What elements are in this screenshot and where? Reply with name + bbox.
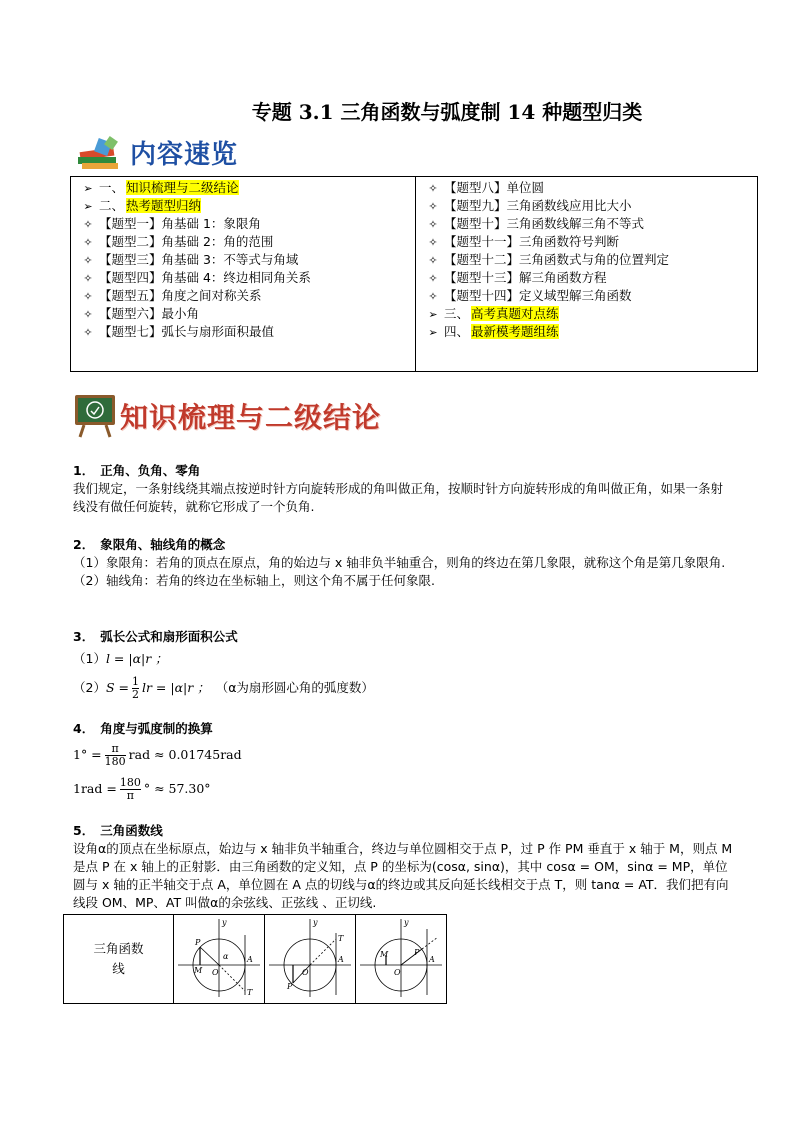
toc-item-label: 【题型十】三角函数线解三角不等式 xyxy=(444,216,645,231)
toc-item-label: 高考真题对点练 xyxy=(471,306,559,321)
formula-label: （2） xyxy=(73,680,106,695)
section-title: 弧长公式和扇形面积公式 xyxy=(100,629,238,644)
degree-to-radian xyxy=(73,738,733,772)
arrow-bullet-icon: ➢ xyxy=(83,182,93,195)
toc-item-label: 【题型五】角度之间对称关系 xyxy=(99,288,262,303)
star-bullet-icon: ✧ xyxy=(83,272,93,285)
star-bullet-icon: ✧ xyxy=(428,218,438,231)
formula-lhs: 1rad = xyxy=(73,781,117,796)
star-bullet-icon: ✧ xyxy=(83,308,93,321)
toc-item-label: 【题型十三】解三角函数方程 xyxy=(444,270,607,285)
svg-text:M: M xyxy=(380,950,389,959)
toc-item-label: 【题型四】角基础 4：终边相同角关系 xyxy=(99,270,311,285)
section-title: 角度与弧度制的换算 xyxy=(100,721,213,736)
toc-item-label: 【题型八】单位圆 xyxy=(444,180,545,195)
section-number: 5． xyxy=(73,823,95,838)
section-5 xyxy=(73,822,733,912)
formula-rest: ° ≈ 57.30° xyxy=(143,781,211,796)
star-bullet-icon: ✧ xyxy=(428,290,438,303)
toc-item-number: 四、 xyxy=(444,324,470,339)
knowledge-banner xyxy=(74,394,381,438)
fraction: $\frac{\pi}{180}$ xyxy=(104,741,126,768)
toc-item-label: 【题型六】最小角 xyxy=(99,306,200,321)
star-bullet-icon: ✧ xyxy=(83,236,93,249)
toc-item xyxy=(422,323,751,341)
overview-banner xyxy=(76,134,238,171)
section-1 xyxy=(73,462,733,516)
formula: l = |α|r ； xyxy=(105,651,168,666)
toc-item-label: 【题型一】角基础 1：象限角 xyxy=(99,216,261,231)
toc-item xyxy=(422,251,751,269)
svg-text:P: P xyxy=(195,938,201,947)
svg-text:T: T xyxy=(338,934,344,943)
svg-text:A: A xyxy=(429,955,435,964)
section-3 xyxy=(73,628,733,704)
toc-item xyxy=(422,269,751,287)
section-number: 2． xyxy=(73,537,95,552)
toc-item xyxy=(77,215,409,233)
sector-area-formula xyxy=(73,672,733,704)
trig-lines-label: 三角函数线 xyxy=(64,915,174,1004)
books-icon xyxy=(76,136,122,170)
star-bullet-icon: ✧ xyxy=(83,326,93,339)
arrow-bullet-icon: ➢ xyxy=(83,200,93,213)
toc-item xyxy=(422,305,751,323)
svg-text:y: y xyxy=(404,918,409,927)
star-bullet-icon: ✧ xyxy=(83,290,93,303)
toc-item xyxy=(77,305,409,323)
toc-item xyxy=(77,233,409,251)
svg-text:y: y xyxy=(313,918,318,927)
svg-text:T: T xyxy=(247,988,253,997)
toc-item xyxy=(77,287,409,305)
section-body: 我们规定，一条射线绕其端点按逆时针方向旋转形成的角叫做正角，按顺时针方向旋转形成的角叫做正角，如果一条射线没有做任何旋转，就称它形成了一个负角. xyxy=(73,481,724,514)
formula-rest: rad ≈ 0.01745rad xyxy=(128,747,242,762)
star-bullet-icon: ✧ xyxy=(428,254,438,267)
toc-item-label: 知识梳理与二级结论 xyxy=(126,180,239,195)
star-bullet-icon: ✧ xyxy=(83,254,93,267)
section-title: 正角、负角、零角 xyxy=(100,463,201,478)
svg-text:O: O xyxy=(394,968,401,977)
toc-item xyxy=(422,197,751,215)
star-bullet-icon: ✧ xyxy=(83,218,93,231)
toc-item-label: 【题型二】角基础 2：角的范围 xyxy=(99,234,274,249)
svg-text:P: P xyxy=(414,948,420,957)
section-number: 4． xyxy=(73,721,95,736)
svg-text:P: P xyxy=(287,982,293,991)
svg-text:O: O xyxy=(212,968,219,977)
svg-text:α: α xyxy=(223,952,229,961)
toc-item xyxy=(77,323,409,341)
blackboard-icon xyxy=(74,394,116,438)
svg-text:O: O xyxy=(302,968,309,977)
section-2 xyxy=(73,536,733,590)
section-body: 设角α的顶点在坐标原点，始边与 x 轴非负半轴重合，终边与单位圆相交于点 P，过 P 作 PM 垂直于 x 轴于 M，则点 M 是点 P 在 x 轴上的正射影．由三角函数的定义知，点 P 的坐标为(cosα, sinα)，其中 cosα = OM，sinα = MP，单位圆与 x 轴的正半轴交于点 A，单位圆在 A 点的切线与α的终边或其反向延长线相交于点 T，则 tanα = AT．我们把有向线段 OM、MP、AT 叫做α的余弦线、正弦线 、正切线. xyxy=(73,841,733,910)
toc-item xyxy=(422,287,751,305)
formula-lhs: S = xyxy=(105,680,129,695)
knowledge-heading: 知识梳理与二级结论 xyxy=(120,401,382,434)
toc-right-column xyxy=(416,177,758,372)
toc-item xyxy=(77,269,409,287)
section-line: （1）象限角：若角的顶点在原点，角的始边与 x 轴非负半轴重合，则角的终边在第几象限，就称这个角是第几象限角. xyxy=(73,555,726,570)
svg-text:A: A xyxy=(247,955,253,964)
trig-figure-1 xyxy=(174,915,265,1004)
section-title: 三角函数线 xyxy=(100,823,163,838)
arc-length-formula xyxy=(73,646,733,672)
toc-item xyxy=(77,179,409,197)
section-title: 象限角、轴线角的概念 xyxy=(100,537,226,552)
formula-label: （1） xyxy=(73,651,106,666)
toc-item-label: 【题型三】角基础 3：不等式与角域 xyxy=(99,252,299,267)
overview-heading: 内容速览 xyxy=(130,140,239,170)
toc-item-label: 【题型九】三角函数线应用比大小 xyxy=(444,198,632,213)
star-bullet-icon: ✧ xyxy=(428,200,438,213)
section-line: （2）轴线角：若角的终边在坐标轴上，则这个角不属于任何象限. xyxy=(73,573,435,588)
star-bullet-icon: ✧ xyxy=(428,236,438,249)
toc-item xyxy=(77,251,409,269)
section-number: 3． xyxy=(73,629,95,644)
arrow-bullet-icon: ➢ xyxy=(428,308,438,321)
radian-to-degree xyxy=(73,772,733,806)
arrow-bullet-icon: ➢ xyxy=(428,326,438,339)
toc-item-label: 最新模考题组练 xyxy=(471,324,559,339)
trig-figure-2 xyxy=(265,915,356,1004)
toc-item-number: 一、 xyxy=(99,180,125,195)
toc-item-label: 热考题型归纳 xyxy=(126,198,202,213)
formula-rest: lr = |α|r ； xyxy=(141,680,210,695)
trig-figure-3 xyxy=(356,915,447,1004)
star-bullet-icon: ✧ xyxy=(428,182,438,195)
toc-item-label: 【题型十一】三角函数符号判断 xyxy=(444,234,620,249)
section-number: 1． xyxy=(73,463,95,478)
toc-item xyxy=(422,215,751,233)
toc-item xyxy=(77,197,409,215)
fraction: $\frac{1}{2}$ xyxy=(131,674,139,701)
toc-item-label: 【题型十二】三角函数式与角的位置判定 xyxy=(444,252,670,267)
toc-item xyxy=(422,233,751,251)
toc-item-number: 三、 xyxy=(444,306,470,321)
svg-text:A: A xyxy=(338,955,344,964)
trig-lines-table xyxy=(63,914,447,1004)
toc-item-label: 【题型十四】定义域型解三角函数 xyxy=(444,288,632,303)
toc-item-number: 二、 xyxy=(99,198,125,213)
section-4 xyxy=(73,720,733,806)
star-bullet-icon: ✧ xyxy=(428,272,438,285)
toc-table xyxy=(70,176,758,372)
toc-left-column xyxy=(71,177,416,372)
fraction: $\frac{180}{\pi}$ xyxy=(119,775,141,802)
toc-item-label: 【题型七】弧长与扇形面积最值 xyxy=(99,324,275,339)
formula-note: （α为扇形圆心角的弧度数） xyxy=(215,680,374,695)
toc-item xyxy=(422,179,751,197)
svg-text:y: y xyxy=(222,918,227,927)
svg-text:M: M xyxy=(194,966,203,975)
page-title: 专题 3.1 三角函数与弧度制 14 种题型归类 xyxy=(251,100,643,124)
formula-lhs: 1° = xyxy=(73,747,102,762)
